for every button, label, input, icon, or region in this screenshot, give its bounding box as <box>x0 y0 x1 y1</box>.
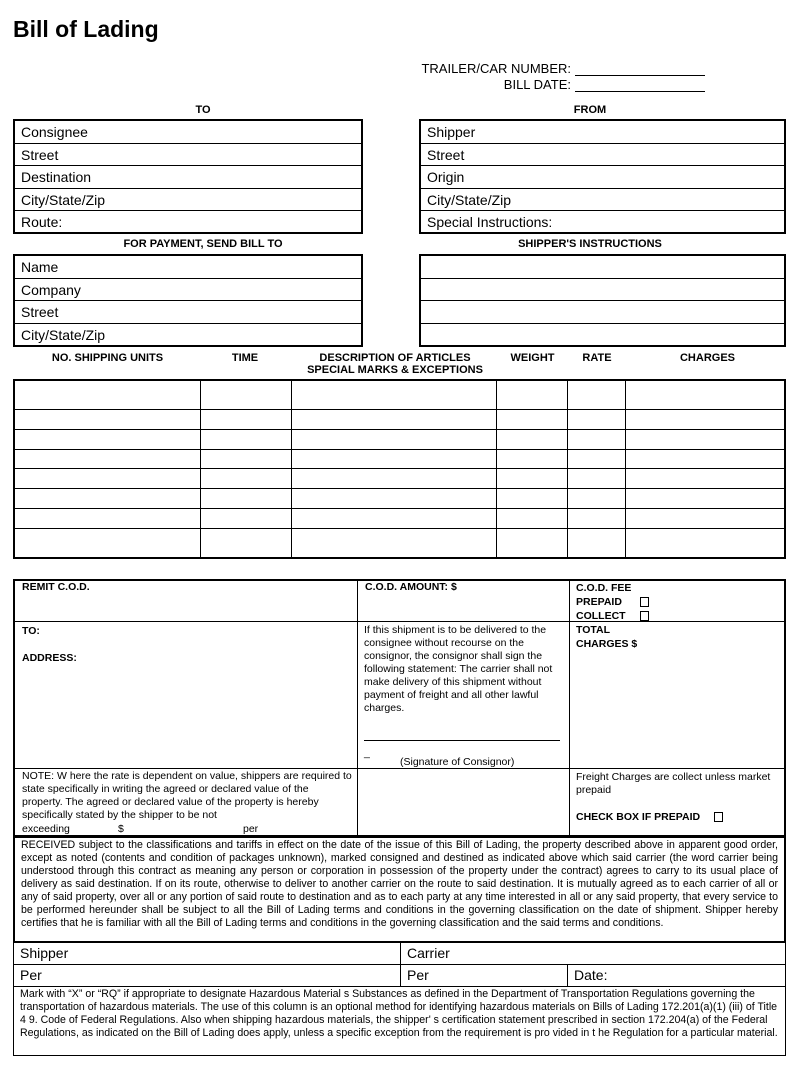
col-description-line2: SPECIAL MARKS & EXCEPTIONS <box>307 364 483 376</box>
table-cell[interactable] <box>625 449 785 469</box>
divider <box>13 621 786 622</box>
table-cell[interactable] <box>625 429 785 449</box>
prepaid-label: PREPAID <box>576 596 622 608</box>
table-cell[interactable] <box>14 508 201 528</box>
instruction-line[interactable] <box>421 256 784 279</box>
payment-box <box>13 254 363 347</box>
col-description <box>295 352 495 376</box>
instruction-line[interactable] <box>421 301 784 324</box>
cod-amount-label: C.O.D. AMOUNT: $ <box>365 581 457 593</box>
cod-fee-label: C.O.D. FEE <box>576 582 632 594</box>
header-fields <box>420 60 705 92</box>
table-cell[interactable] <box>201 469 292 489</box>
table-cell[interactable] <box>201 380 292 410</box>
to-box <box>13 119 363 234</box>
table-cell[interactable] <box>291 410 496 430</box>
to-street-field[interactable]: Street <box>15 144 361 167</box>
origin-field[interactable]: Origin <box>421 166 784 189</box>
table-row <box>14 429 785 449</box>
sign-date[interactable]: Date: <box>567 964 786 987</box>
table-cell[interactable] <box>568 429 626 449</box>
table-cell[interactable] <box>201 489 292 509</box>
col-time: TIME <box>231 352 259 364</box>
sign-carrier[interactable]: Carrier <box>400 942 786 965</box>
col-description-line1: DESCRIPTION OF ARTICLES <box>319 352 471 364</box>
table-cell[interactable] <box>291 429 496 449</box>
table-cell[interactable] <box>201 508 292 528</box>
table-cell[interactable] <box>568 528 626 558</box>
table-cell[interactable] <box>291 469 496 489</box>
table-cell[interactable] <box>497 469 568 489</box>
table-cell[interactable] <box>625 508 785 528</box>
route-field[interactable]: Route: <box>21 214 63 230</box>
divider <box>569 579 570 837</box>
table-cell[interactable] <box>568 469 626 489</box>
table-cell[interactable] <box>625 410 785 430</box>
instruction-line[interactable] <box>421 279 784 302</box>
collect-checkbox[interactable] <box>640 611 649 621</box>
from-heading: FROM <box>573 104 607 116</box>
from-box <box>419 119 786 234</box>
note-text: NOTE: W here the rate is dependent on value, shippers are required to state specifically in writing the agreed or declared value of the property. The agreed or declared value of the property is hereby specifically stated by the shipper to be not <box>22 770 352 821</box>
table-cell[interactable] <box>568 410 626 430</box>
table-row <box>14 489 785 509</box>
cod-fee-group <box>576 581 649 623</box>
consignee-field[interactable]: Consignee <box>15 121 361 144</box>
articles-table <box>13 379 786 559</box>
table-cell[interactable] <box>14 469 201 489</box>
signature-line[interactable] <box>364 740 560 741</box>
table-cell[interactable] <box>14 410 201 430</box>
sign-per-shipper[interactable]: Per <box>13 964 401 987</box>
table-row <box>14 449 785 469</box>
table-cell[interactable] <box>14 528 201 558</box>
table-cell[interactable] <box>568 508 626 528</box>
table-cell[interactable] <box>291 508 496 528</box>
table-row <box>14 528 785 558</box>
to-heading: TO <box>195 104 211 116</box>
table-cell[interactable] <box>625 469 785 489</box>
trailer-input[interactable] <box>575 62 705 76</box>
total-label: TOTAL <box>576 624 611 636</box>
page-title: Bill of Lading <box>13 16 159 42</box>
bill-date-input[interactable] <box>575 78 705 92</box>
shipper-instructions-box <box>419 254 786 347</box>
destination-field[interactable]: Destination <box>15 166 361 189</box>
exceeding-label: exceeding <box>22 823 70 835</box>
table-cell[interactable] <box>497 380 568 410</box>
payment-heading: FOR PAYMENT, SEND BILL TO <box>123 238 283 250</box>
col-rate: RATE <box>582 352 612 364</box>
table-row <box>14 469 785 489</box>
table-cell[interactable] <box>291 528 496 558</box>
table-row <box>14 410 785 430</box>
col-weight: WEIGHT <box>510 352 555 364</box>
sign-shipper[interactable]: Shipper <box>13 942 401 965</box>
to-city-field[interactable]: City/State/Zip <box>15 189 361 212</box>
per-label: per <box>243 823 259 835</box>
table-cell[interactable] <box>201 410 292 430</box>
total-charges-label: CHARGES $ <box>576 638 638 650</box>
table-cell[interactable] <box>568 380 626 410</box>
remit-cod-label: REMIT C.O.D. <box>22 581 90 593</box>
divider <box>357 579 358 837</box>
from-city-field[interactable]: City/State/Zip <box>421 189 784 212</box>
check-prepaid-label: CHECK BOX IF PREPAID <box>576 811 701 823</box>
exceeding-dollar: $ <box>118 823 124 835</box>
col-charges: CHARGES <box>679 352 735 364</box>
freight-note: Freight Charges are collect unless market prepaid <box>576 771 771 796</box>
payment-city-field[interactable]: City/State/Zip <box>21 326 106 343</box>
name-field[interactable]: Name <box>15 256 361 279</box>
collect-label: COLLECT <box>576 610 626 622</box>
payment-street-field[interactable]: Street <box>15 301 361 324</box>
table-cell[interactable] <box>291 449 496 469</box>
company-field[interactable]: Company <box>15 279 361 302</box>
cod-to-label: TO: <box>22 625 40 637</box>
table-cell[interactable] <box>625 489 785 509</box>
table-cell[interactable] <box>201 528 292 558</box>
col-shipping-units: NO. SHIPPING UNITS <box>51 352 164 364</box>
table-cell[interactable] <box>291 380 496 410</box>
shipper-instructions-heading: SHIPPER'S INSTRUCTIONS <box>518 238 662 250</box>
table-cell[interactable] <box>201 429 292 449</box>
trailer-label: TRAILER/CAR NUMBER: <box>421 61 571 76</box>
table-cell[interactable] <box>497 528 568 558</box>
special-instructions-field[interactable]: Special Instructions: <box>427 214 553 230</box>
table-cell[interactable] <box>14 489 201 509</box>
table-cell[interactable] <box>497 410 568 430</box>
signature-caption: (Signature of Consignor) <box>400 756 515 768</box>
shipper-field[interactable]: Shipper <box>421 121 784 144</box>
table-cell[interactable] <box>497 449 568 469</box>
table-cell[interactable] <box>568 449 626 469</box>
check-prepaid-checkbox[interactable] <box>714 812 723 822</box>
table-row <box>14 508 785 528</box>
from-street-field[interactable]: Street <box>421 144 784 167</box>
table-cell[interactable] <box>568 489 626 509</box>
table-cell[interactable] <box>625 528 785 558</box>
table-cell[interactable] <box>14 429 201 449</box>
table-cell[interactable] <box>291 489 496 509</box>
bill-date-label: BILL DATE: <box>503 77 571 92</box>
instruction-line[interactable] <box>421 324 784 347</box>
table-cell[interactable] <box>497 508 568 528</box>
hazmat-text: Mark with “X” or “RQ” if appropriate to designate Hazardous Material s Substances as defined in the Department of Transportation Regulations governing the transportation of hazardous materials. The use of this column is an optional method for identifying hazardous materials on Bills of Lading 172.201(a)(1) (iii) of Title 4 9. Code of Federal Regulations. Also when shipping hazardous materials, the shipper' s certification statement prescribed in section 172.204(a) of the Federal Regulations, as indicated on the Bill of Lading does apply, unless a specific exception from the requirement is pro vided in t he Regulation for a particular material. <box>13 986 786 1056</box>
table-cell[interactable] <box>14 449 201 469</box>
table-cell[interactable] <box>497 489 568 509</box>
consignor-statement: If this shipment is to be delivered to the consignee without recourse on the consignor, the consignor shall sign the following statement: The carrier shall not make delivery of this shipment without payment of freight and all other lawful charges. <box>364 624 553 714</box>
sign-per-carrier[interactable]: Per <box>400 964 568 987</box>
table-row <box>14 380 785 410</box>
cod-address-label: ADDRESS: <box>22 652 77 664</box>
prepaid-checkbox[interactable] <box>640 597 649 607</box>
table-cell[interactable] <box>14 380 201 410</box>
table-cell[interactable] <box>497 429 568 449</box>
check-prepaid <box>576 811 723 824</box>
received-text: RECEIVED subject to the classifications and tariffs in effect on the date of the issue of this Bill of Lading, the property described above in apparent good order, except as noted (contents and condition of packages unknown), marked consigned and destined as indicated above which said carrier (the word carrier being understood through this contract as meaning any person or corporation in possession of the property under the contract) agrees to carry to its usual place of delivery as said destination. If on its route, otherwise to deliver to another carrier on the route to said destination. It is mutually agreed as to each carrier of all or any of said property, over all or any portion of said route to destination and as to each party at any time interested in all or any said property, that every service to be performed hereunder shall be subject to all the Bill of Lading terms and conditions in the governing classification on the date of shipment. Shipper hereby certifies that he is familiar with all the Bill of Lading terms and conditions in the governing classification and the said terms and conditions. <box>13 837 786 943</box>
table-cell[interactable] <box>201 449 292 469</box>
table-cell[interactable] <box>625 380 785 410</box>
